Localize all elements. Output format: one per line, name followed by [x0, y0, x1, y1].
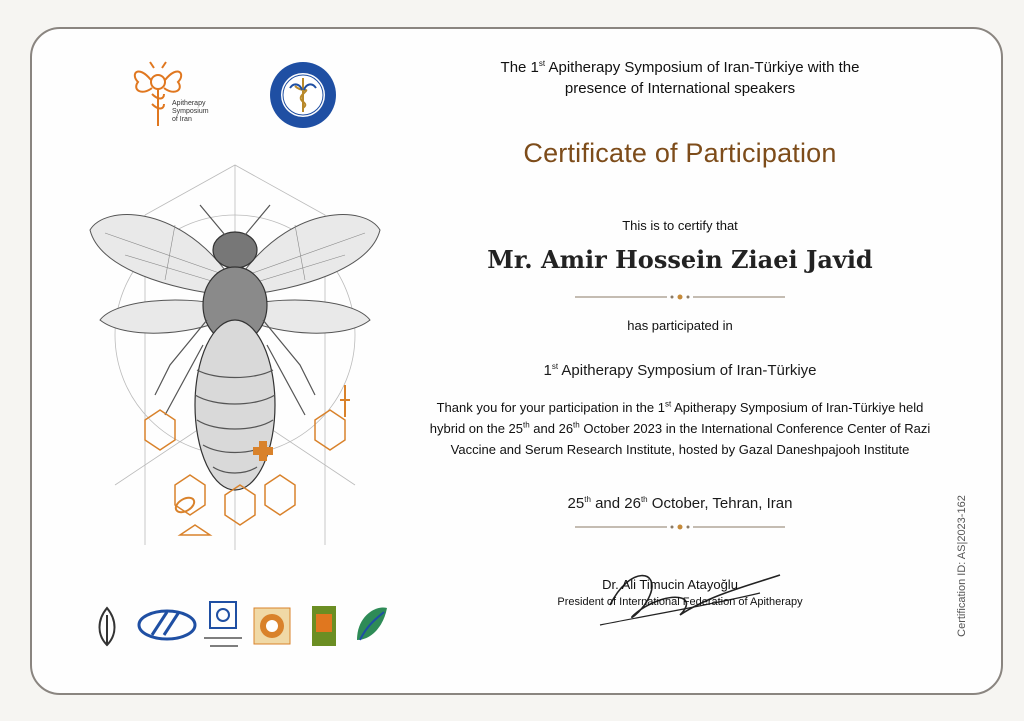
- certification-id: Certification ID: AS|2023-162: [956, 495, 968, 637]
- participated-text: has participated in: [627, 318, 733, 333]
- gazal-institute-logo-icon: [254, 608, 290, 644]
- sponsor-logos: [92, 600, 392, 660]
- federation-seal-icon: [268, 60, 338, 130]
- thank-you-paragraph: Thank you for your participation in the 1st Apitherapy Symposium of Iran-Türkiye held hybrid on the 25th and 26th October 2023 in the International Conference Center of Razi Vaccine and Serum Research Institute, hosted by Gazal Daneshpajooh Institute: [429, 399, 931, 457]
- logo-caption-line: of Iran: [172, 116, 192, 123]
- logo-caption-line: Symposium: [172, 108, 209, 115]
- header-line-1: The 1st Apitherapy Symposium of Iran-Türkiye with the: [500, 59, 860, 76]
- event-dates: 25th and 26th October, Tehran, Iran: [567, 495, 793, 512]
- signature: [590, 555, 790, 635]
- signatory-name: Dr. Ali Timucin Atayoğlu: [602, 577, 738, 592]
- university-logo-icon: [204, 602, 242, 646]
- certify-text: This is to certify that: [622, 218, 738, 233]
- razi-institute-logo-icon: [139, 611, 195, 639]
- signatory-role: President of International Federation of Apitherapy: [557, 596, 803, 608]
- leaf-logo-icon: [357, 607, 387, 640]
- header-line-2: presence of International speakers: [564, 80, 796, 97]
- ministry-logo-icon: [100, 608, 115, 645]
- federation-seal: [268, 60, 338, 130]
- recipient-name: Mr. Amir Hossein Ziaei Javid: [487, 245, 873, 274]
- ornament-divider: [575, 520, 785, 532]
- certificate-title: Certificate of Participation: [523, 138, 837, 168]
- event-name: 1st Apitherapy Symposium of Iran-Türkiye: [543, 362, 817, 379]
- bee-illustration: [85, 155, 385, 555]
- congress-logo-icon: [312, 606, 336, 646]
- symposium-logo: [128, 60, 223, 140]
- ornament-divider: [575, 290, 785, 302]
- symposium-header: [470, 57, 890, 99]
- logo-caption-line: Apitherapy: [172, 100, 206, 107]
